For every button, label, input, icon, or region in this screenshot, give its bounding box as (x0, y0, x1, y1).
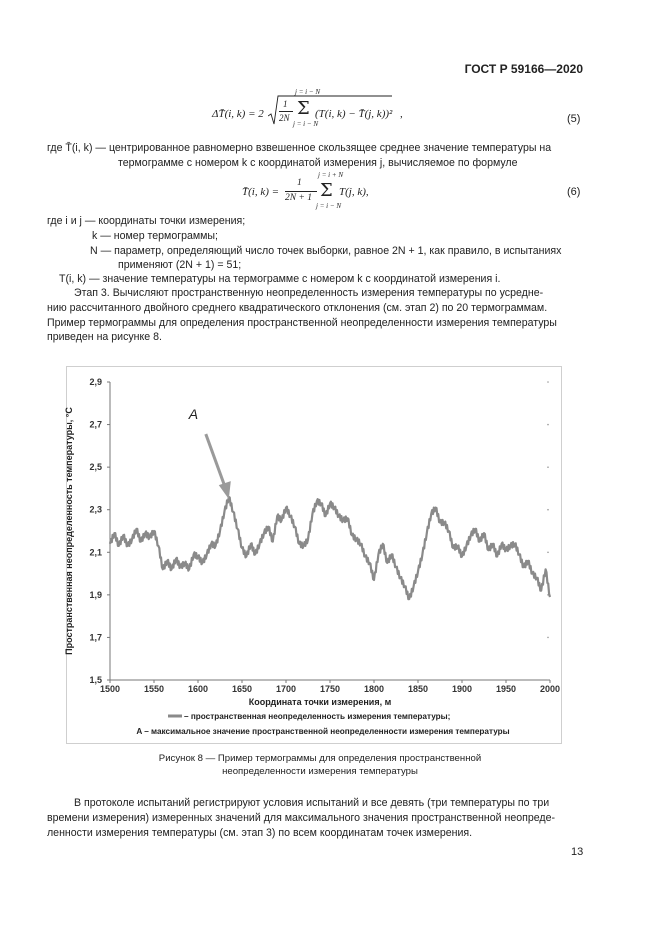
formula-6-sum-top: j = i + N (318, 171, 344, 179)
y-tick-label: 1,9 (89, 589, 102, 600)
x-tick-label: 1600 (187, 684, 209, 694)
final-line-2: времени измерения) измеренных значений для максимального значения пространственной неопреде- (47, 812, 556, 824)
x-tick-label: 1850 (407, 684, 429, 694)
x-tick-label: 1950 (495, 684, 517, 694)
y-tick-label: 1,5 (89, 675, 102, 685)
standard-header: ГОСТ Р 59166—2020 (464, 62, 583, 76)
formula-6-frac-num: 1 (297, 178, 302, 188)
formula-5-body: (T(i, k) − T̄(j, k))² (315, 108, 393, 120)
y-tick-label: 2,5 (89, 462, 102, 473)
right-tick-dot (547, 509, 549, 511)
formula-6-sigma: Σ (320, 180, 333, 201)
step3-line-2: нию рассчитанного двойного среднего квадратического отклонения (см. этап 2) по 20 термограммам. (47, 302, 548, 314)
x-tick-label: 1650 (231, 684, 253, 694)
right-tick-dot (547, 679, 549, 681)
final-line-1: В протоколе испытаний регистрируют условия испытаний и все девять (три температуры по три (74, 797, 550, 809)
formula-5-sum-top: j = i − N (295, 88, 321, 96)
def-line-1: где i и j — координаты точки измерения; (47, 215, 246, 227)
step3-line-4: приведен на рисунке 8. (47, 331, 162, 343)
figure-caption (80, 752, 560, 778)
x-tick-label: 2000 (539, 684, 561, 694)
x-tick-label: 1800 (363, 684, 385, 694)
x-tick-label: 1750 (319, 684, 341, 694)
annotation-arrow-head (219, 481, 231, 499)
formula-5-tail: , (400, 108, 403, 120)
legend-line-2: A – максимальное значение пространственной неопределенности измерения температуры (136, 727, 510, 736)
formula-6-lhs: T̄(i, k) = (242, 186, 280, 198)
formula-5-frac-den: 2N (279, 113, 290, 123)
x-tick-label: 1500 (99, 684, 121, 694)
caption-line-2: неопределенности измерения температуры (222, 766, 418, 777)
y-tick-label: 2,7 (89, 419, 102, 430)
series-line (110, 497, 550, 599)
right-tick-dot (547, 381, 549, 383)
formula-6-sum-bottom: j = i − N (316, 202, 342, 210)
y-tick-label: 2,3 (89, 504, 102, 515)
x-tick-label: 1550 (143, 684, 165, 694)
annotation-arrow-shaft (206, 434, 226, 489)
formula-6-body: T(j, k), (339, 186, 369, 198)
formula-6-number: (6) (567, 186, 581, 198)
formula-5-lhs: ΔT̄(i, k) = 2 (212, 108, 264, 120)
legend-line-1: – пространственная неопределенность измерения температуры; (184, 712, 451, 721)
where-line-1: где T̄(i, k) — центрированное равномерно взвешенное скользящее среднее значение температуры на (47, 142, 552, 154)
def-line-3: N — параметр, определяющий число точек выборки, равное 2N + 1, как правило, в испытаниях (90, 245, 562, 257)
x-tick-label: 1900 (451, 684, 473, 694)
formula-5-sum-bottom: j = i − N (293, 120, 319, 128)
y-tick-label: 1,7 (89, 632, 102, 643)
step3-line-3: Пример термограммы для определения пространственной неопределенности измерения температуры (47, 317, 557, 329)
x-tick-label: 1700 (275, 684, 297, 694)
formula-5-number: (5) (567, 113, 581, 125)
page-number: 13 (571, 846, 584, 858)
y-axis-label: Пространственная неопределенность температуры, °С (64, 407, 74, 655)
final-line-3: ленности измерения температуры (см. этап 3) по всем координатам точек измерения. (47, 827, 473, 839)
x-axis-label: Координата точки измерения, м (248, 697, 392, 707)
annotation-label: A (188, 406, 199, 423)
step3-line-1: Этап 3. Вычисляют пространственную неопределенность измерения температуры по усредне- (74, 287, 544, 299)
right-tick-dot (547, 551, 549, 553)
right-tick-dot (547, 466, 549, 468)
right-tick-dot (547, 424, 549, 426)
formula-6-frac-den: 2N + 1 (285, 193, 312, 203)
def-line-2: k — номер термограммы; (92, 230, 218, 242)
caption-line-1: Рисунок 8 — Пример термограммы для определения пространственной (158, 753, 482, 764)
formula-5-frac-num: 1 (283, 99, 288, 109)
def-line-5: T(i, k) — значение температуры на термограмме с номером k с координатой измерения i. (59, 273, 501, 285)
y-tick-label: 2,9 (89, 377, 102, 387)
y-tick-label: 2,1 (89, 547, 102, 558)
where-line-2: термограмме с номером k с координатой измерения j, вычисляемое по формуле (118, 157, 518, 169)
formula-5-sigma: Σ (297, 98, 310, 119)
def-line-4: применяют (2N + 1) = 51; (118, 259, 242, 271)
right-tick-dot (547, 637, 549, 639)
